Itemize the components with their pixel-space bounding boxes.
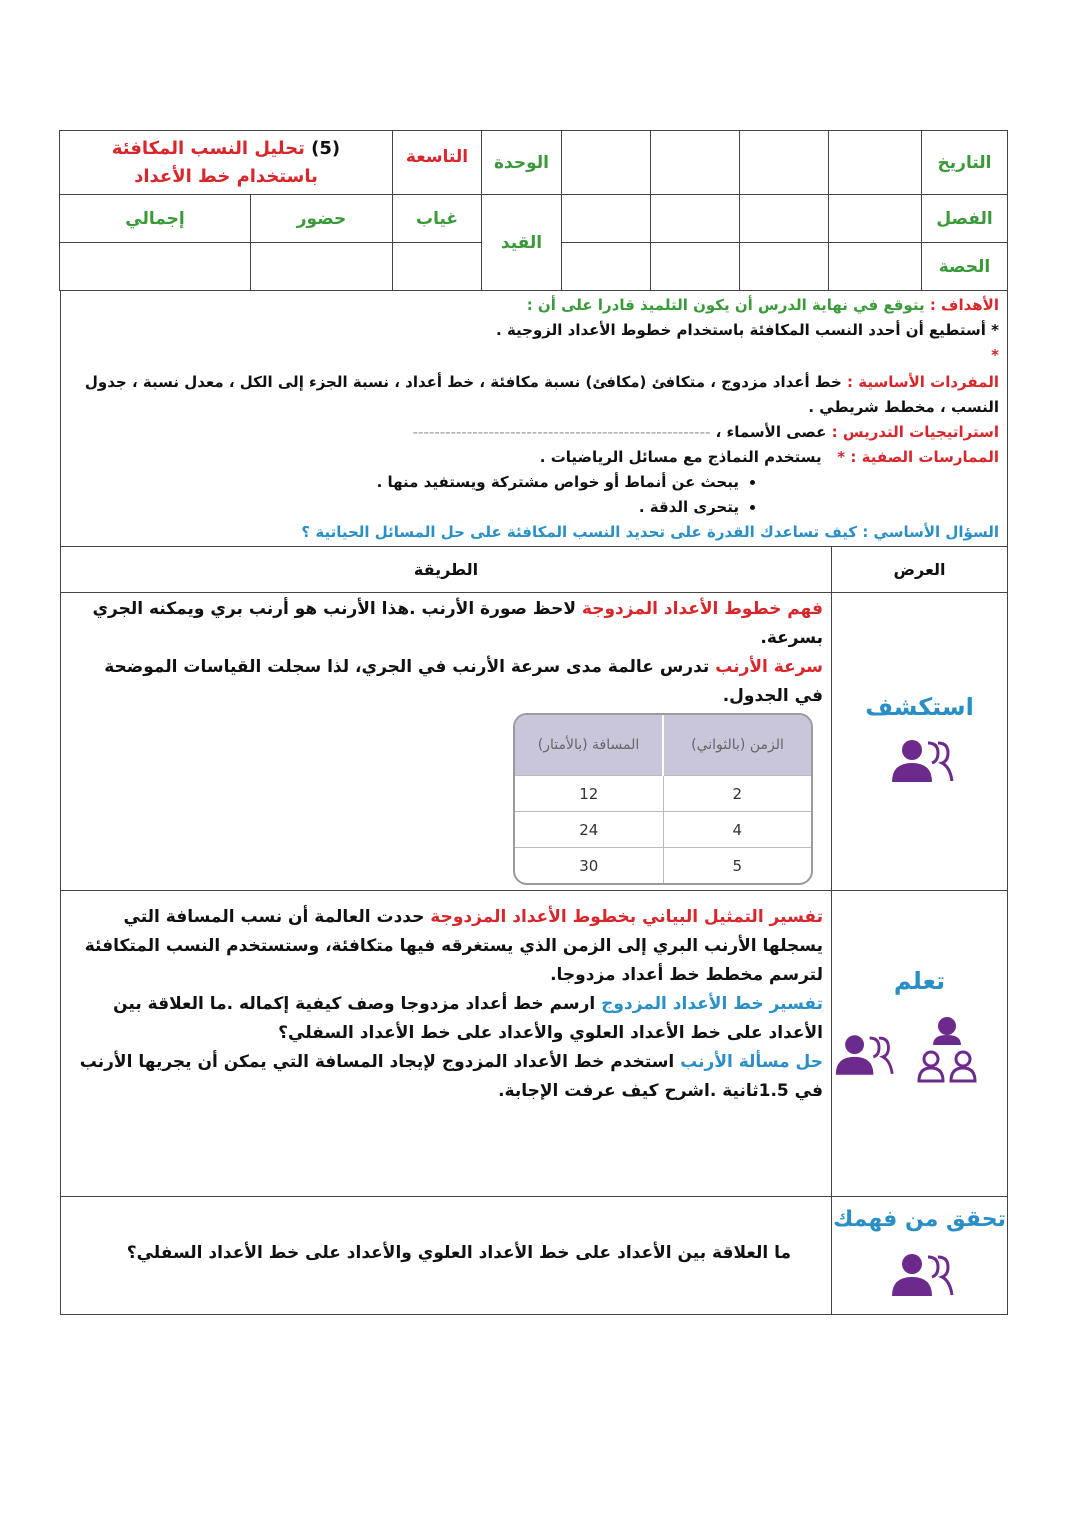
- strategies-dots: -------------------------------------------------------: [412, 423, 711, 441]
- explore-p2-highlight: سرعة الأرنب: [715, 657, 823, 677]
- objective-item-1: * أستطيع أن أحدد النسب المكافئة باستخدام خطوط الأعداد الزوجية .: [496, 321, 999, 339]
- register-label: القيد: [482, 195, 562, 291]
- learn-p3-text: استخدم خط الأعداد المزدوج لإيجاد المسافة التي يمكن أن يجريها الأرنب في 1.5ثانية .اشرح كيف عرفت الإجابة.: [79, 1052, 823, 1101]
- table-cell-distance: 24: [515, 812, 663, 848]
- check-method-cell: [61, 1197, 831, 1314]
- rabbit-speed-table: [513, 713, 813, 885]
- method-header: الطريقة: [413, 560, 479, 579]
- group-icon: [888, 1253, 956, 1297]
- strategies-label: استراتيجيات التدريس :: [831, 423, 999, 441]
- objectives-intro: يتوقع في نهاية الدرس أن يكون التلميذ قادرا على أن :: [526, 296, 925, 314]
- learn-row: [60, 891, 1008, 1197]
- learn-p1-highlight: تفسير التمثيل البياني بخطوط الأعداد المزدوجة: [430, 907, 823, 927]
- explore-text: [79, 595, 823, 711]
- learn-stage-label: تعلم: [893, 967, 946, 995]
- lesson-title: [59, 131, 392, 195]
- lesson-number: (5): [311, 137, 341, 159]
- strategies-text: عصى الأسماء ،: [715, 423, 827, 441]
- grade-cell: التاسعة: [393, 131, 482, 195]
- distance-column-header: المسافة (بالأمتار): [515, 715, 663, 776]
- table-cell-time: 4: [663, 812, 811, 848]
- columns-header-row: [60, 547, 1008, 593]
- learn-p2-highlight: تفسير خط الأعداد المزدوج: [601, 994, 823, 1014]
- blank-cell-3: [562, 131, 651, 195]
- absent-label: غياب: [393, 195, 482, 243]
- lesson-header-table: [59, 130, 1008, 291]
- objectives-section: [60, 291, 1008, 547]
- explore-row: [60, 593, 1008, 891]
- learn-p1-text: حددت العالمة أن نسب المسافة التي يسجلها الأرنب البري إلى الزمن الذي يستغرقه فيها متكافئة، وستستخدم النسب المتكافئة لترسم مخطط خط أعداد مزدوجا.: [84, 907, 823, 985]
- period-cell: [829, 243, 922, 291]
- class-cell: [829, 195, 922, 243]
- objectives-label: الأهداف :: [929, 296, 999, 314]
- date-cell: [829, 131, 922, 195]
- learn-text: [79, 903, 823, 1106]
- check-stage-cell: [831, 1197, 1007, 1314]
- learn-stage-cell: [831, 891, 1007, 1196]
- time-column-header: الزمن (بالثواني): [663, 715, 811, 776]
- learn-p3-highlight: حل مسألة الأرنب: [680, 1052, 823, 1072]
- present-count-cell: [251, 243, 393, 291]
- present-label: حضور: [251, 195, 393, 243]
- absent-count-cell: [393, 243, 482, 291]
- class-label: الفصل: [922, 195, 1008, 243]
- learn-p2-text: ارسم خط أعداد مزدوجا وصف كيفية إكماله .ما العلاقة بين الأعداد على خط الأعداد العلوي والأعداد على خط الأعداد السفلي؟: [113, 994, 823, 1043]
- total-count-cell: [59, 243, 250, 291]
- date-label: التاريخ: [922, 131, 1008, 195]
- table-cell-distance: 12: [515, 776, 663, 812]
- blank-cell-9: [562, 243, 651, 291]
- practice-1: يستخدم النماذج مع مسائل الرياضيات .: [539, 448, 822, 466]
- explore-stage-cell: [831, 593, 1007, 890]
- presentation-header: العرض: [831, 547, 1007, 592]
- period-label: الحصة: [922, 243, 1008, 291]
- blank-cell-4: [740, 195, 829, 243]
- question-label: السؤال الأساسي :: [862, 523, 999, 541]
- check-row: [60, 1197, 1008, 1315]
- explore-stage-label: استكشف: [865, 693, 974, 721]
- table-cell-time: 5: [663, 848, 811, 883]
- explore-p1-text: لاحظ صورة الأرنب .هذا الأرنب هو أرنب بري ويمكنه الجري بسرعة.: [92, 599, 823, 648]
- check-question: ما العلاقة بين الأعداد على خط الأعداد العلوي والأعداد على خط الأعداد السفلي؟: [126, 1243, 791, 1263]
- blank-cell-2: [651, 131, 740, 195]
- practice-2: • يبحث عن أنماط أو خواص مشتركة ويستفيد منها .: [71, 470, 739, 495]
- table-cell-time: 2: [663, 776, 811, 812]
- group-icon: [888, 739, 956, 783]
- table-cell-distance: 30: [515, 848, 663, 883]
- explore-p1-highlight: فهم خطوط الأعداد المزدوجة: [581, 599, 823, 619]
- unit-label: الوحدة: [482, 131, 562, 195]
- lesson-title-line2: باستخدام خط الأعداد: [134, 165, 318, 187]
- total-label: إجمالي: [59, 195, 250, 243]
- explore-method-cell: [61, 593, 831, 890]
- lesson-title-line1: تحليل النسب المكافئة: [111, 137, 305, 159]
- learn-method-cell: [61, 891, 831, 1196]
- pair-icon: [914, 1015, 980, 1085]
- vocab-label: المفردات الأساسية :: [847, 373, 999, 391]
- practices-label: الممارسات الصفية :: [850, 448, 999, 466]
- objective-item-2: *: [991, 346, 999, 364]
- check-stage-label: تحقق من فهمك: [833, 1207, 1006, 1232]
- practices-list: [71, 470, 999, 520]
- blank-cell-1: [740, 131, 829, 195]
- blank-cell-5: [651, 195, 740, 243]
- question-text: كيف تساعدك القدرة على تحديد النسب المكافئة على حل المسائل الحياتية ؟: [301, 523, 858, 541]
- lesson-plan-sheet: [60, 130, 1008, 1315]
- blank-cell-6: [562, 195, 651, 243]
- explore-p2-text: تدرس عالمة مدى سرعة الأرنب في الجري، لذا سجلت القياسات الموضحة في الجدول.: [104, 657, 823, 706]
- vocab-text: خط أعداد مزدوج ، متكافئ (مكافئ) نسبة مكافئة ، خط أعداد ، نسبة الجزء إلى الكل ، معدل نسبة ، جدول النسب ، مخطط شريطي .: [84, 373, 999, 416]
- blank-cell-7: [740, 243, 829, 291]
- practices-star: *: [837, 448, 846, 466]
- practice-3: • يتحرى الدقة .: [71, 495, 739, 520]
- blank-cell-8: [651, 243, 740, 291]
- group-icon: [832, 1033, 896, 1077]
